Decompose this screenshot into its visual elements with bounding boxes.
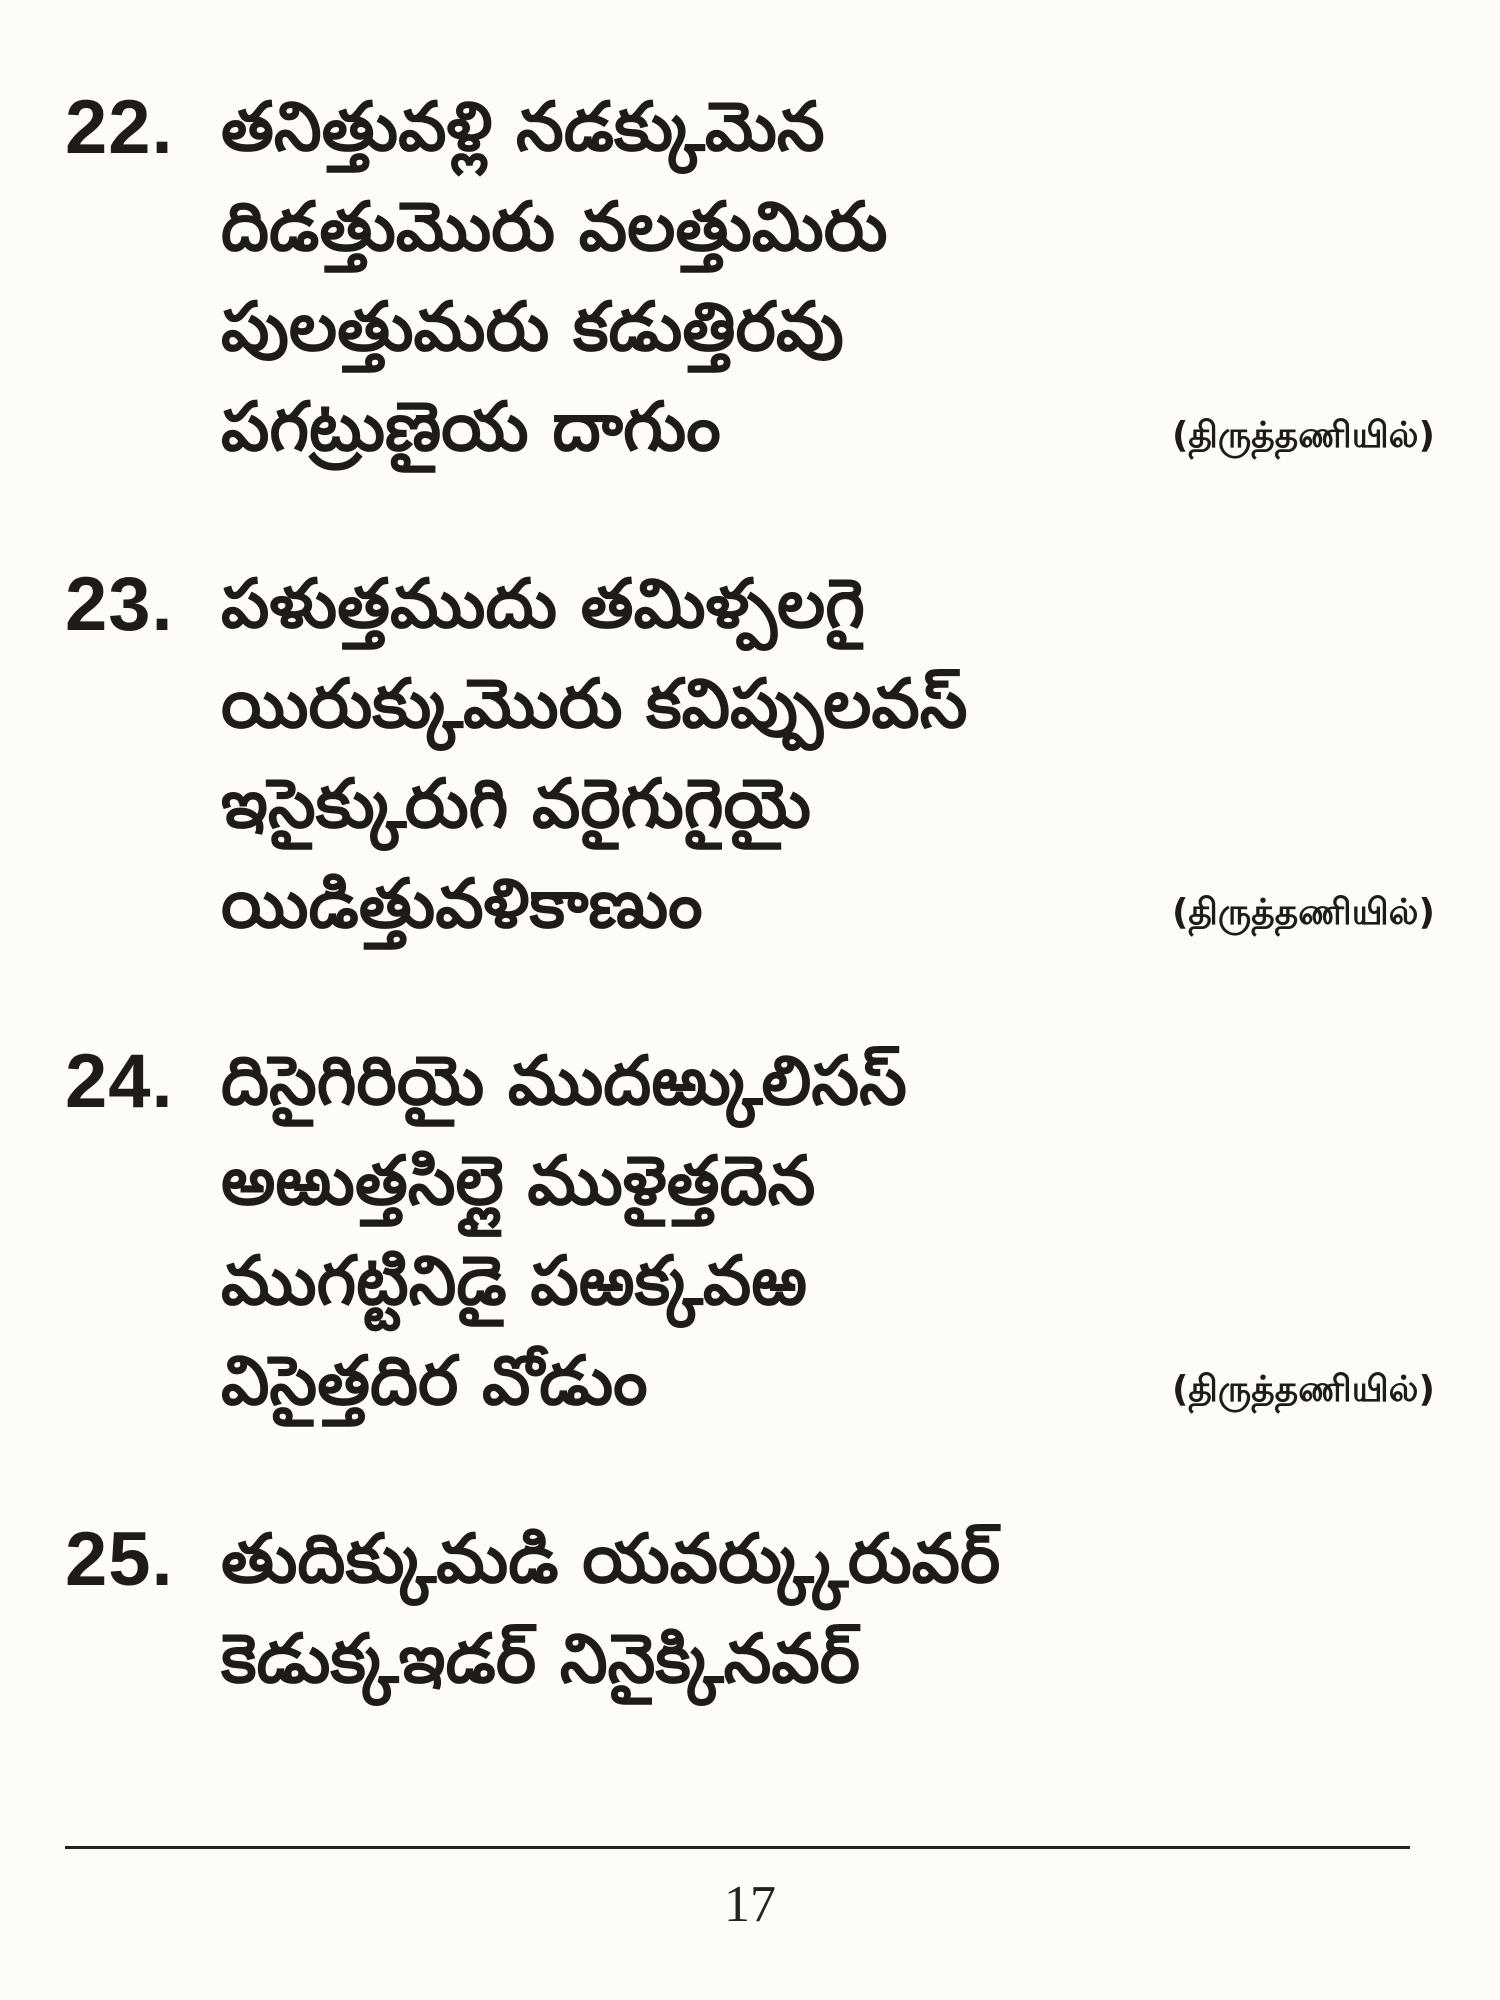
verse-line: యిడిత్తువళికాణుం <box>221 865 703 944</box>
verse-number: 25. <box>65 1517 174 1602</box>
refrain-label: (திருத்தணியில்) <box>1171 415 1435 456</box>
verse-number: 22. <box>65 85 174 170</box>
verse-line: తుదిక్కుమడి యవర్క్కురువర్ <box>221 1520 1001 1599</box>
refrain-label: (திருத்தணியில்) <box>1171 1369 1435 1410</box>
verse-line: ముగట్టినిడై పఱక్కవఱ <box>221 1242 808 1321</box>
verse-number: 24. <box>65 1039 174 1124</box>
verse-line: ఇసైక్కురుగి వరైగుగైయై <box>221 765 811 844</box>
verse-line: పులత్తుమరు కడుత్తిరవు <box>221 288 844 367</box>
verse-line: కెడుక్కఇడర్ నినైక్కినవర్ <box>221 1620 861 1699</box>
verse-line: యిరుక్కుమొరు కవిప్పులవస్ <box>221 665 968 744</box>
verse-line: పళుత్తముదు తమిళ్పలగై <box>221 565 865 644</box>
verse-line: అఱుత్తసిల్లై ముళైత్తదెన <box>221 1142 816 1221</box>
verse-number: 23. <box>65 562 174 647</box>
verse-25 <box>65 1510 1435 1710</box>
verse-line: తనిత్తువళ్లి నడక్కుమెన <box>221 88 825 167</box>
page-number: 17 <box>724 1876 776 1933</box>
footer-divider <box>65 1846 1410 1849</box>
verse-line: విసైత్తదిర వోడుం <box>221 1342 648 1421</box>
verse-line: దిడత్తుమొరు వలత్తుమిరు <box>221 188 888 267</box>
verse-22 <box>65 78 1435 478</box>
verse-23 <box>65 555 1435 955</box>
verse-24 <box>65 1032 1435 1432</box>
verse-line: దిసైగిరియై ముదఱ్కులిసస్ <box>221 1042 907 1121</box>
refrain-label: (திருத்தணியில்) <box>1171 892 1435 933</box>
verse-line: పగట్రుణైయ దాగుం <box>221 388 721 467</box>
